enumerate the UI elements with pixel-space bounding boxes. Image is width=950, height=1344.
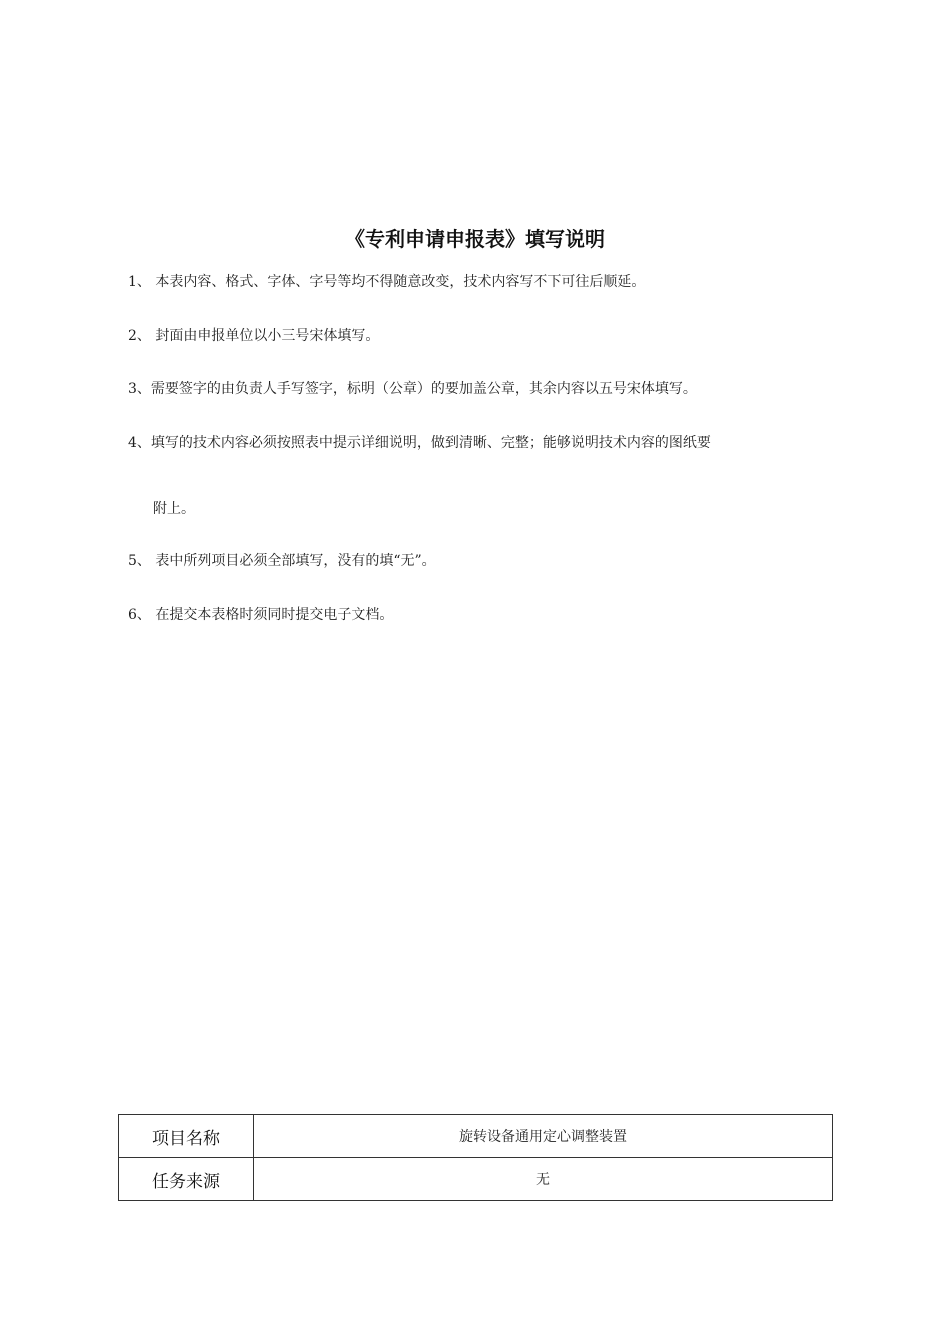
instruction-item-5: 5、 表中所列项目必须全部填写，没有的填“无”。 xyxy=(128,553,436,569)
instruction-item-1: 1、 本表内容、格式、字体、字号等均不得随意改变，技术内容写不下可往后顺延。 xyxy=(128,274,646,290)
project-info-table xyxy=(118,1114,833,1201)
instruction-item-4-continued: 附上。 xyxy=(153,501,195,517)
instruction-item-4: 4、填写的技术内容必须按照表中提示详细说明，做到清晰、完整；能够说明技术内容的图纸要 xyxy=(128,435,711,451)
instruction-item-2: 2、 封面由申报单位以小三号宋体填写。 xyxy=(128,328,380,344)
project-name-label: 项目名称 xyxy=(119,1115,254,1158)
task-source-value: 无 xyxy=(254,1158,833,1201)
task-source-label: 任务来源 xyxy=(119,1158,254,1201)
project-name-value: 旋转设备通用定心调整装置 xyxy=(254,1115,833,1158)
instructions-title: 《专利申请申报表》填写说明 xyxy=(345,227,605,251)
instruction-item-6: 6、 在提交本表格时须同时提交电子文档。 xyxy=(128,607,394,623)
table-row xyxy=(119,1115,833,1158)
table-row xyxy=(119,1158,833,1201)
instruction-item-3: 3、需要签字的由负责人手写签字，标明（公章）的要加盖公章，其余内容以五号宋体填写。 xyxy=(128,381,697,397)
